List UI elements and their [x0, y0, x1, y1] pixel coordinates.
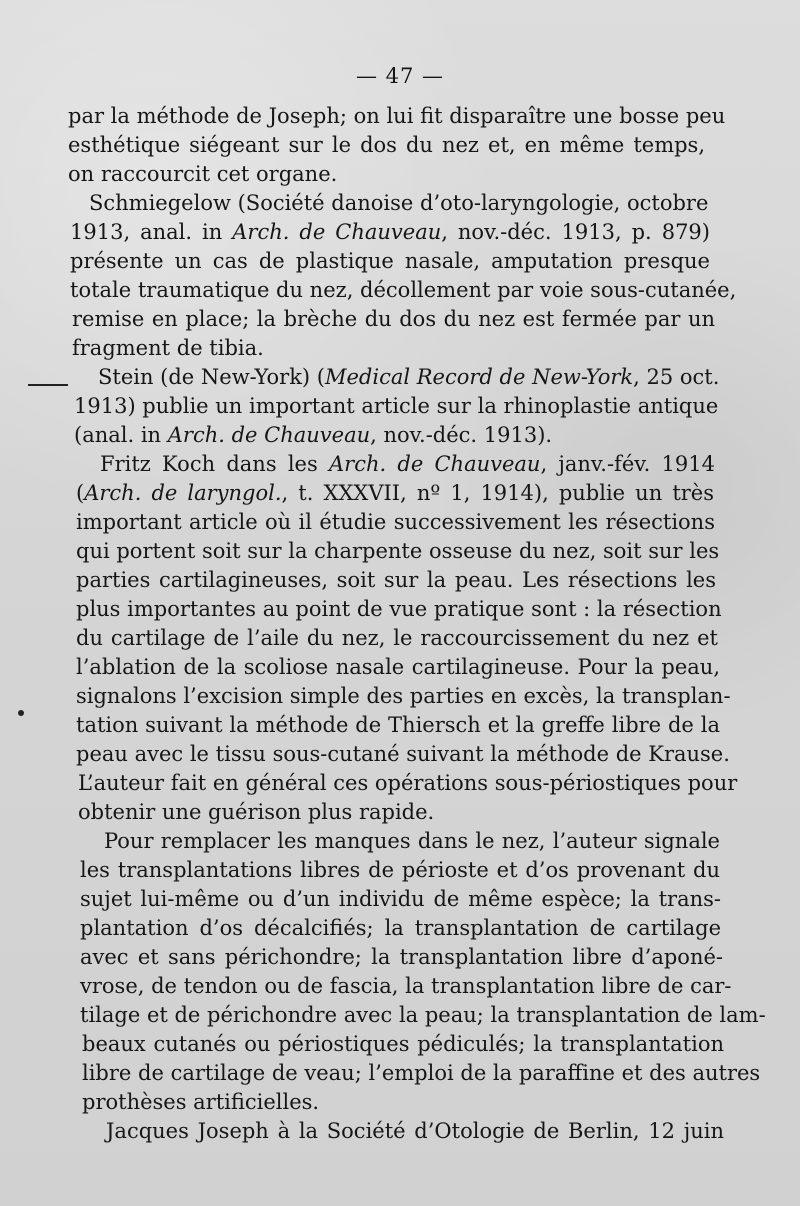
page-number: — 47 —: [355, 64, 445, 88]
line-25-segment-1: obtenir une guérison plus rapide.: [78, 800, 435, 824]
line-23-segment-1: peau avec le tissu sous-cutané suivant la méthode de Krause.: [76, 742, 730, 766]
text-line-10: [98, 365, 720, 389]
line-27-segment-1: les transplantations libres de périoste et d’os provenant du: [80, 858, 720, 882]
text-line-35: [82, 1092, 382, 1113]
line-22-segment-1: tation suivant la méthode de Thiersch et la greffe libre de la: [76, 713, 720, 737]
line-1-segment-1: par la méthode de Joseph; on lui fit disparaître une bosse peu: [68, 104, 726, 128]
line-21-segment-1: signalons l’excision simple des parties en excès, la transplan-: [76, 684, 731, 708]
line-32-segment-1: tilage et de périchondre avec la peau; la transplantation de lam-: [80, 1003, 766, 1027]
text-line-28: [80, 889, 721, 910]
text-line-16: [76, 539, 720, 563]
line-20-segment-1: l’ablation de la scoliose nasale cartilagineuse. Pour la peau,: [76, 655, 720, 679]
text-line-18: [76, 597, 722, 621]
line-26-segment-1: Pour remplacer les manques dans le nez, l’auteur signale: [104, 829, 720, 853]
text-line-4: [89, 191, 709, 215]
line-17-segment-1: parties cartilagineuses, soit sur la peau. Les résections les: [76, 568, 716, 592]
text-line-26: [104, 831, 720, 852]
line-5-segment-3: , nov.-déc. 1913, p. 879): [441, 220, 710, 244]
text-line-36: [106, 1121, 724, 1142]
margin-dot-mark: [18, 710, 24, 716]
line-14-segment-3: , t. XXXVII, nº 1, 1914), publie un très: [281, 481, 714, 505]
line-28-segment-1: sujet lui-même ou d’un individu de même espèce; la trans-: [80, 887, 721, 911]
line-14-segment-2: Arch. de laryngol.: [84, 481, 282, 505]
line-34-segment-1: libre de cartilage de veau; l’emploi de la paraffine et des autres: [82, 1061, 761, 1085]
line-11-segment-1: 1913) publie un important article sur la rhinoplastie antique: [74, 394, 719, 418]
line-3-segment-1: on raccourcit cet organe.: [68, 162, 338, 186]
line-8-segment-1: remise en place; la brèche du dos du nez est fermée par un: [72, 307, 715, 331]
text-line-32: [80, 1003, 766, 1027]
text-line-14: [76, 483, 714, 504]
line-13-segment-1: Fritz Koch dans les: [100, 452, 329, 476]
line-36-segment-1: Jacques Joseph à la Société d’Otologie de Berlin, 12 juin: [106, 1119, 724, 1143]
line-12-segment-1: (anal. in: [74, 423, 168, 447]
text-line-25: [78, 800, 435, 824]
line-10-segment-2: Medical Record de New-York: [324, 365, 634, 389]
margin-dash-mark: [28, 384, 68, 386]
line-24-segment-1: L’auteur fait en général ces opérations sous-périostiques pour: [78, 771, 738, 795]
text-line-7: [70, 278, 737, 302]
text-line-2: [68, 135, 705, 156]
text-line-23: [76, 742, 730, 766]
text-line-22: [76, 715, 720, 736]
line-31-segment-1: vrose, de tendon ou de fascia, la transplantation libre de car-: [80, 974, 732, 998]
line-18-segment-1: plus importantes au point de vue pratique sont : la résection: [76, 597, 722, 621]
text-line-8: [72, 309, 715, 330]
line-12-segment-2: Arch. de Chauveau: [167, 423, 371, 447]
line-4-segment-1: Schmiegelow (Société danoise d’oto-laryngologie, octobre: [89, 191, 709, 215]
line-9-segment-1: fragment de tibia.: [72, 336, 264, 360]
line-14-segment-1: (: [76, 481, 85, 505]
text-line-17: [76, 570, 716, 591]
text-line-34: [82, 1061, 761, 1085]
text-line-29: [80, 918, 721, 939]
line-5-segment-2: Arch. de Chauveau: [232, 220, 442, 244]
text-line-31: [80, 974, 732, 998]
line-6-segment-1: présente un cas de plastique nasale, amputation presque: [70, 249, 710, 273]
line-7-segment-1: totale traumatique du nez, décollement par voie sous-cutanée,: [70, 278, 737, 302]
line-2-segment-1: esthétique siégeant sur le dos du nez et, en même temps,: [68, 133, 705, 157]
line-19-segment-1: du cartilage de l’aile du nez, le raccourcissement du nez et: [76, 626, 718, 650]
text-line-9: [72, 338, 282, 359]
line-5-segment-1: 1913, anal. in: [70, 220, 233, 244]
line-12-segment-3: , nov.-déc. 1913).: [370, 423, 553, 447]
text-line-11: [74, 394, 719, 418]
line-13-segment-2: Arch. de Chauveau: [328, 452, 541, 476]
text-line-12: [74, 425, 552, 446]
text-line-20: [76, 657, 720, 678]
text-line-19: [76, 628, 718, 649]
line-16-segment-1: qui portent soit sur la charpente osseuse du nez, soit sur les: [76, 539, 720, 563]
line-35-segment-1: prothèses artificielles.: [82, 1090, 320, 1114]
text-line-30: [80, 947, 723, 968]
line-29-segment-1: plantation d’os décalcifiés; la transplantation de cartilage: [80, 916, 721, 940]
text-line-27: [80, 860, 720, 881]
line-33-segment-1: beaux cutanés ou périostiques pédiculés; la transplantation: [82, 1032, 724, 1056]
text-line-5: [70, 222, 710, 243]
text-line-13: [100, 454, 715, 475]
text-line-15: [76, 512, 715, 533]
line-13-segment-3: , janv.-fév. 1914: [540, 452, 715, 476]
line-10-segment-3: , 25 oct.: [633, 365, 720, 389]
text-line-6: [70, 251, 710, 272]
text-line-1: [68, 104, 726, 128]
text-line-3: [68, 162, 338, 186]
line-15-segment-1: important article où il étudie successivement les résections: [76, 510, 715, 534]
line-30-segment-1: avec et sans périchondre; la transplantation libre d’aponé-: [80, 945, 723, 969]
text-line-21: [76, 684, 731, 708]
text-line-33: [82, 1034, 724, 1055]
line-10-segment-1: Stein (de New-York) (: [98, 365, 325, 389]
text-line-24: [78, 771, 738, 795]
